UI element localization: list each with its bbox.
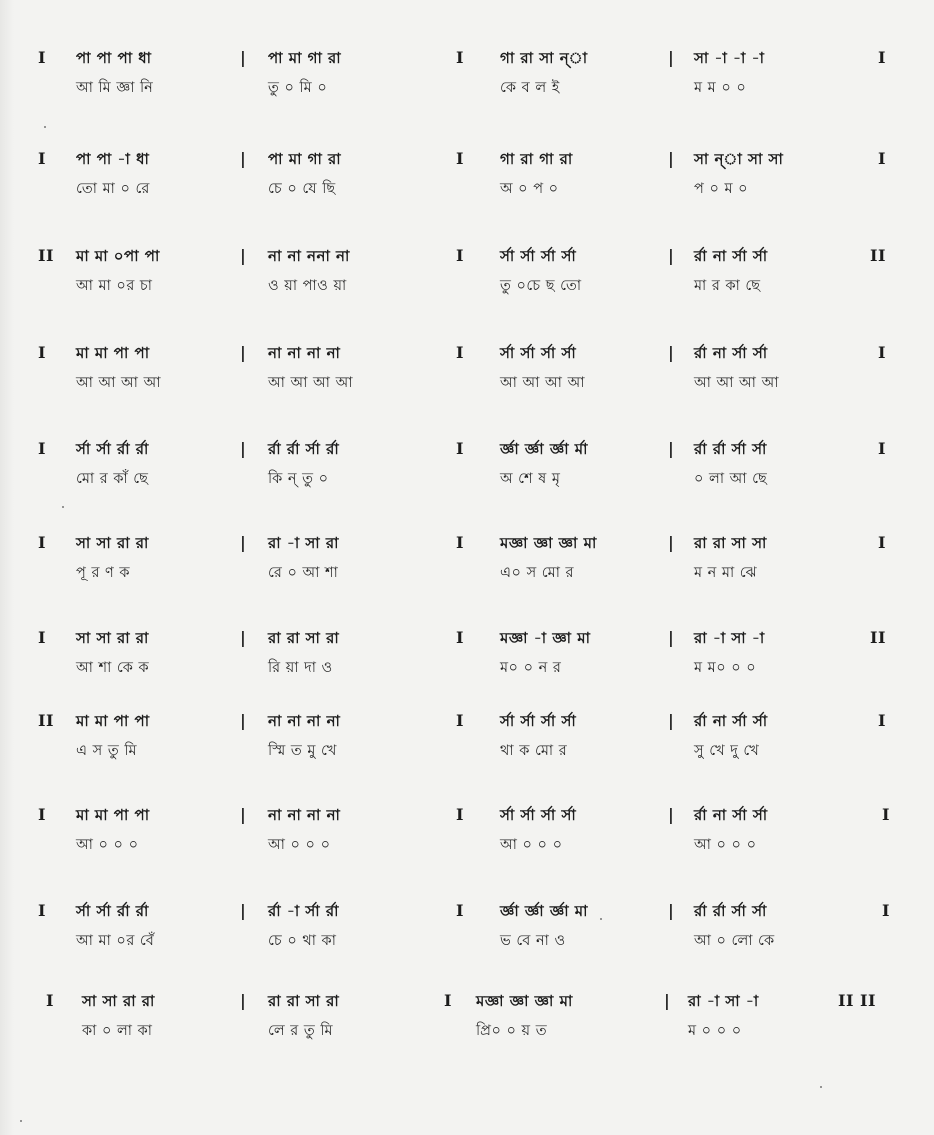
lyric-measure-1: আ মি জ্ঞা নি — [76, 80, 154, 96]
lyric-measure-3: থা ক মো র — [500, 743, 568, 759]
measure-3-notes: মজ্ঞা জ্ঞা জ্ঞা মা — [500, 534, 597, 552]
lyric-measure-4: প ০ ম ০ — [694, 181, 749, 197]
lyric-line — [0, 1019, 934, 1045]
lyric-line — [0, 739, 934, 765]
beat-divider-2: | — [668, 628, 675, 647]
paper-speck — [20, 1120, 22, 1122]
bar-start: I — [38, 48, 46, 67]
lyric-measure-1: কা ০ লা কা — [82, 1023, 153, 1039]
bar-end: I — [878, 439, 886, 458]
lyric-measure-3: তু ০চে ছ তো — [500, 278, 582, 294]
lyric-measure-2: লে র তু মি — [268, 1023, 334, 1039]
notation-stanza-10 — [0, 899, 934, 979]
notation-stanza-4 — [0, 341, 934, 421]
lyric-measure-1: তো মা ০ রে — [76, 181, 150, 197]
lyric-measure-4: ম ন মা ঝে — [694, 565, 758, 581]
lyric-measure-4: ০ লা আ ছে — [694, 471, 768, 487]
lyric-line — [0, 76, 934, 102]
lyric-measure-4: ম ম ০ ০ — [694, 80, 747, 96]
measure-4-notes: সা ন্া সা সা — [694, 150, 784, 168]
measure-2-notes: না না না না — [268, 712, 341, 730]
measure-4-notes: র্রা না র্সা র্সা — [694, 247, 768, 265]
measure-3-notes: র্সা র্সা র্সা র্সা — [500, 806, 577, 824]
lyric-measure-2: তু ০ মি ০ — [268, 80, 328, 96]
beat-divider-2: | — [668, 901, 675, 920]
beat-divider-2: | — [668, 439, 675, 458]
measure-1-notes: র্সা র্সা র্রা র্রা — [76, 902, 149, 920]
bar-middle: I — [444, 991, 452, 1010]
lyric-measure-2: চে ০ যে ছি — [268, 181, 336, 197]
lyric-measure-4: আ আ আ আ — [694, 375, 779, 391]
measure-3-notes: মজ্ঞা -া জ্ঞা মা — [500, 629, 591, 647]
measure-2-notes: না না না না — [268, 344, 341, 362]
bar-middle: I — [456, 48, 464, 67]
lyric-measure-4: ম ০ ০ ০ — [688, 1023, 742, 1039]
beat-divider-1: | — [240, 439, 247, 458]
paper-speck — [44, 126, 46, 128]
measure-2-notes: না না না না — [268, 806, 341, 824]
bar-middle: I — [456, 533, 464, 552]
lyric-measure-3: এ০ স মো র — [500, 565, 574, 581]
swara-line — [0, 437, 934, 463]
lyric-line — [0, 274, 934, 300]
beat-divider-1: | — [240, 991, 247, 1010]
swara-line — [0, 147, 934, 173]
lyric-measure-2: রি য়া দা ও — [268, 660, 333, 676]
final-bar-end: II II — [838, 991, 877, 1010]
bar-start: I — [38, 149, 46, 168]
beat-divider-1: | — [240, 343, 247, 362]
beat-divider-1: | — [240, 48, 247, 67]
swara-line — [0, 341, 934, 367]
bar-end: I — [878, 149, 886, 168]
measure-4-notes: র্রা না র্সা র্সা — [694, 344, 768, 362]
lyric-measure-1: আ আ আ আ — [76, 375, 161, 391]
bar-start: I — [46, 991, 54, 1010]
notation-stanza-5 — [0, 437, 934, 517]
measure-4-notes: রা -া সা -া — [688, 992, 759, 1010]
lyric-measure-2: স্মি ত মু খে — [268, 743, 337, 759]
measure-1-notes: পা পা পা ধা — [76, 49, 152, 67]
swara-line — [0, 899, 934, 925]
lyric-line — [0, 177, 934, 203]
lyric-line — [0, 929, 934, 955]
beat-divider-1: | — [240, 901, 247, 920]
beat-divider-1: | — [240, 711, 247, 730]
measure-1-notes: পা পা -া ধা — [76, 150, 150, 168]
lyric-measure-1: আ ০ ০ ০ — [76, 837, 139, 853]
paper-speck — [820, 1086, 822, 1088]
bar-start: I — [38, 901, 46, 920]
bar-middle: I — [456, 343, 464, 362]
measure-2-notes: র্রা র্রা র্সা র্রা — [268, 440, 340, 458]
measure-4-notes: র্রা র্রা র্সা র্সা — [694, 440, 767, 458]
measure-2-notes: র্রা -া র্সা র্রা — [268, 902, 339, 920]
bar-middle: I — [456, 711, 464, 730]
measure-1-notes: মা মা পা পা — [76, 712, 150, 730]
notation-stanza-3 — [0, 244, 934, 324]
lyric-measure-4: আ ০ ০ ০ — [694, 837, 757, 853]
measure-4-notes: রা -া সা -া — [694, 629, 765, 647]
bar-end: II — [870, 628, 886, 647]
bar-middle: I — [456, 901, 464, 920]
lyric-measure-1: এ স তু মি — [76, 743, 138, 759]
measure-2-notes: পা মা গা রা — [268, 150, 342, 168]
lyric-line — [0, 561, 934, 587]
bar-middle: I — [456, 628, 464, 647]
measure-1-notes: সা সা রা রা — [76, 629, 149, 647]
lyric-measure-1: আ শা কে ক — [76, 660, 150, 676]
bar-start: I — [38, 343, 46, 362]
notation-stanza-8 — [0, 709, 934, 789]
bar-middle: I — [456, 805, 464, 824]
measure-1-notes: মা মা ০পা পা — [76, 247, 160, 265]
beat-divider-2: | — [668, 805, 675, 824]
bar-middle: I — [456, 439, 464, 458]
lyric-measure-4: আ ০ লো কে — [694, 933, 775, 949]
measure-1-notes: সা সা রা রা — [82, 992, 155, 1010]
measure-1-notes: র্সা র্সা র্রা র্রা — [76, 440, 149, 458]
measure-4-notes: র্রা না র্সা র্সা — [694, 712, 768, 730]
bar-end: I — [878, 711, 886, 730]
bar-start: I — [38, 805, 46, 824]
beat-divider-2: | — [668, 343, 675, 362]
bar-start: I — [38, 439, 46, 458]
measure-2-notes: না না ননা না — [268, 247, 350, 265]
bar-start: I — [38, 533, 46, 552]
bar-start: II — [38, 246, 54, 265]
beat-divider-2: | — [664, 991, 671, 1010]
bar-end: I — [878, 533, 886, 552]
beat-divider-2: | — [668, 711, 675, 730]
bar-end: I — [878, 48, 886, 67]
lyric-measure-2: আ ০ ০ ০ — [268, 837, 331, 853]
lyric-line — [0, 467, 934, 493]
bar-middle: I — [456, 149, 464, 168]
beat-divider-1: | — [240, 149, 247, 168]
measure-3-notes: র্সা র্সা র্সা র্সা — [500, 247, 577, 265]
measure-1-notes: মা মা পা পা — [76, 806, 150, 824]
beat-divider-2: | — [668, 533, 675, 552]
lyric-measure-1: আ মা ০র চা — [76, 278, 153, 294]
lyric-measure-4: সু খে দু খে — [694, 743, 760, 759]
lyric-line — [0, 833, 934, 859]
lyric-measure-3: অ শে ষ মৃ — [500, 471, 561, 487]
measure-3-notes: র্সা র্সা র্সা র্সা — [500, 712, 577, 730]
measure-3-notes: র্জ্ঞা র্জ্ঞা র্জ্ঞা মা — [500, 902, 588, 920]
beat-divider-2: | — [668, 246, 675, 265]
paper-speck — [62, 506, 64, 508]
lyric-measure-2: কি ন্ তু ০ — [268, 471, 329, 487]
lyric-measure-2: আ আ আ আ — [268, 375, 353, 391]
lyric-measure-2: চে ০ থা কা — [268, 933, 337, 949]
lyric-line — [0, 371, 934, 397]
measure-3-notes: মজ্ঞা জ্ঞা জ্ঞা মা — [476, 992, 573, 1010]
measure-1-notes: সা সা রা রা — [76, 534, 149, 552]
measure-4-notes: র্রা না র্সা র্সা — [694, 806, 768, 824]
beat-divider-2: | — [668, 149, 675, 168]
notation-stanza-11 — [0, 989, 934, 1069]
swara-line — [0, 46, 934, 72]
measure-2-notes: রা -া সা রা — [268, 534, 339, 552]
lyric-measure-1: আ মা ০র বেঁ — [76, 933, 155, 949]
beat-divider-1: | — [240, 805, 247, 824]
swara-line — [0, 531, 934, 557]
measure-3-notes: র্সা র্সা র্সা র্সা — [500, 344, 577, 362]
bar-start: II — [38, 711, 54, 730]
beat-divider-1: | — [240, 533, 247, 552]
notation-stanza-6 — [0, 531, 934, 611]
notation-stanza-2 — [0, 147, 934, 227]
measure-4-notes: রা রা সা সা — [694, 534, 767, 552]
swara-line — [0, 626, 934, 652]
lyric-measure-3: কে ব ল ই — [500, 80, 560, 96]
measure-3-notes: গা রা গা রা — [500, 150, 573, 168]
bar-start: I — [38, 628, 46, 647]
lyric-measure-4: মা র কা ছে — [694, 278, 761, 294]
swara-line — [0, 989, 934, 1015]
lyric-measure-3: আ আ আ আ — [500, 375, 585, 391]
beat-divider-2: | — [668, 48, 675, 67]
bar-end: I — [882, 901, 890, 920]
swara-line — [0, 709, 934, 735]
lyric-measure-3: ম০ ০ ন র — [500, 660, 562, 676]
beat-divider-1: | — [240, 246, 247, 265]
notation-stanza-7 — [0, 626, 934, 706]
lyric-measure-4: ম ম০ ০ ০ — [694, 660, 757, 676]
bar-end: II — [870, 246, 886, 265]
bar-middle: I — [456, 246, 464, 265]
notation-stanza-1 — [0, 46, 934, 126]
swara-line — [0, 244, 934, 270]
measure-3-notes: র্জ্ঞা র্জ্ঞা র্জ্ঞা র্মা — [500, 440, 588, 458]
beat-divider-1: | — [240, 628, 247, 647]
lyric-line — [0, 656, 934, 682]
lyric-measure-3: আ ০ ০ ০ — [500, 837, 563, 853]
measure-2-notes: রা রা সা রা — [268, 629, 340, 647]
measure-1-notes: মা মা পা পা — [76, 344, 150, 362]
lyric-measure-1: পূ র ণ ক — [76, 565, 131, 581]
lyric-measure-1: মো র কাঁ ছে — [76, 471, 149, 487]
paper-speck — [600, 918, 602, 920]
measure-4-notes: সা -া -া -া — [694, 49, 765, 67]
notation-stanza-9 — [0, 803, 934, 883]
measure-2-notes: রা রা সা রা — [268, 992, 340, 1010]
lyric-measure-3: প্রি০ ০ য় ত — [476, 1023, 548, 1039]
measure-3-notes: গা রা সা ন্া — [500, 49, 588, 67]
lyric-measure-2: ও য়া পাও য়া — [268, 278, 347, 294]
lyric-measure-3: ভ বে না ও — [500, 933, 566, 949]
lyric-measure-3: অ ০ প ০ — [500, 181, 559, 197]
swara-line — [0, 803, 934, 829]
bar-end: I — [882, 805, 890, 824]
measure-2-notes: পা মা গা রা — [268, 49, 342, 67]
measure-4-notes: র্রা র্রা র্সা র্সা — [694, 902, 767, 920]
lyric-measure-2: রে ০ আ শা — [268, 565, 339, 581]
bar-end: I — [878, 343, 886, 362]
